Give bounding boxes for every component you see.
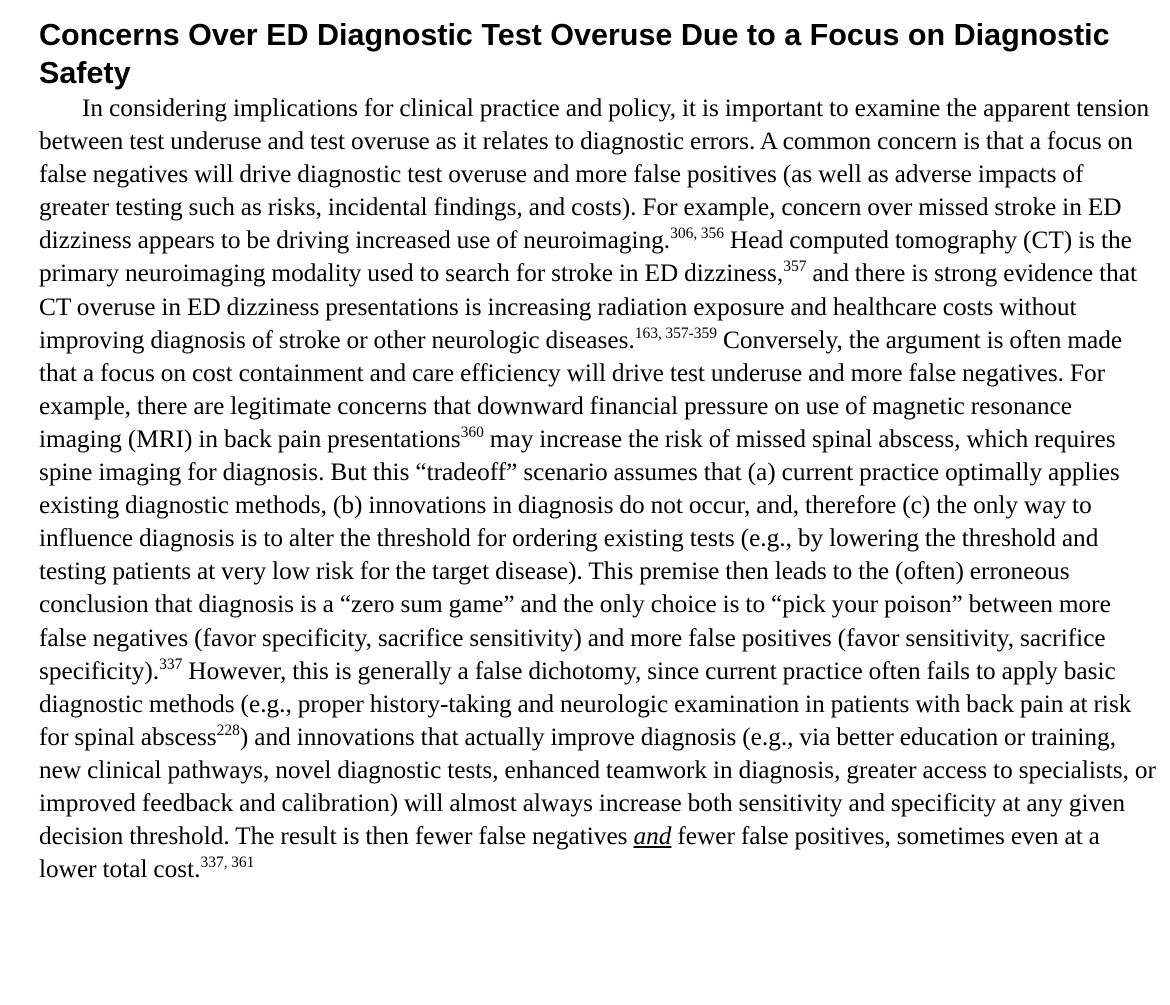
body-paragraph [39,92,1159,886]
paragraph-text: However, this is generally a false dichotomy, since current practice often fails to apply basic diagnostic methods (e.g., proper history-taking and neurologic examination in patients with back pain at risk for spinal abscess [39,656,1132,751]
citation-superscript: 337, 361 [200,854,255,872]
citation-superscript: 357 [783,258,807,276]
citation-superscript: 228 [216,721,240,739]
paragraph-text: Head computed tomography (CT) is the primary neuroimaging modality used to search for stroke in ED dizziness, [39,226,1132,288]
section-heading: Concerns Over ED Diagnostic Test Overuse Due to a Focus on Diagnostic Safety [39,18,1110,90]
citation-superscript: 306, 356 [670,225,724,243]
paragraph-text: Conversely, the argument is often made that a focus on cost containment and care efficiency will drive test underuse and more false negatives. For example, there are legitimate concerns that downward financial pressure on use of magnetic resonance imaging (MRI) in back pain presentations [39,325,1123,453]
paragraph-text: fewer false positives, sometimes even at a lower total cost. [39,822,1100,884]
paragraph-text: In considering implications for clinical practice and policy, it is important to examine the apparent tension between test underuse and test overuse as it relates to diagnostic errors. A common concern is that a focus on false negatives will drive diagnostic test overuse and more false positives (as well as adverse impacts of greater testing such as risks, incidental findings, and costs). For example, concern over missed stroke in ED dizziness appears to be driving increased use of neuroimaging. [39,94,1150,255]
paragraph-text: may increase the risk of missed spinal abscess, which requires spine imaging for diagnosis. But this “tradeoff” scenario assumes that (a) current practice optimally applies existing diagnostic methods, (b) innovations in diagnosis do not occur, and, therefore (c) the only way to influence diagnosis is to alter the threshold for ordering existing tests (e.g., by lowering the threshold and testing patients at very low risk for the target disease). This premise then leads to the (often) erroneous conclusion that diagnosis is a “zero sum game” and the only choice is to “pick your poison” between more false negatives (favor specificity, sacrifice sensitivity) and more false positives (favor sensitivity, sacrifice specificity). [39,424,1120,685]
citation-superscript: 337 [159,655,183,673]
citation-superscript: 360 [460,423,484,441]
paragraph-text: ) and innovations that actually improve diagnosis (e.g., via better education or training, new clinical pathways, novel diagnostic tests, enhanced teamwork in diagnosis, greater access to specialists, or improved feedback and calibration) will almost always increase both sensitivity and specificity at any given decision threshold. The result is then fewer false negatives [39,722,1156,851]
citation-superscript: 163, 357-359 [634,324,718,342]
emphasized-word: and [633,822,672,851]
document-page [39,16,1159,886]
paragraph-text: and there is strong evidence that CT overuse in ED dizziness presentations is increasing radiation exposure and healthcare costs without improving diagnosis of stroke or other neurologic diseases. [39,259,1137,354]
